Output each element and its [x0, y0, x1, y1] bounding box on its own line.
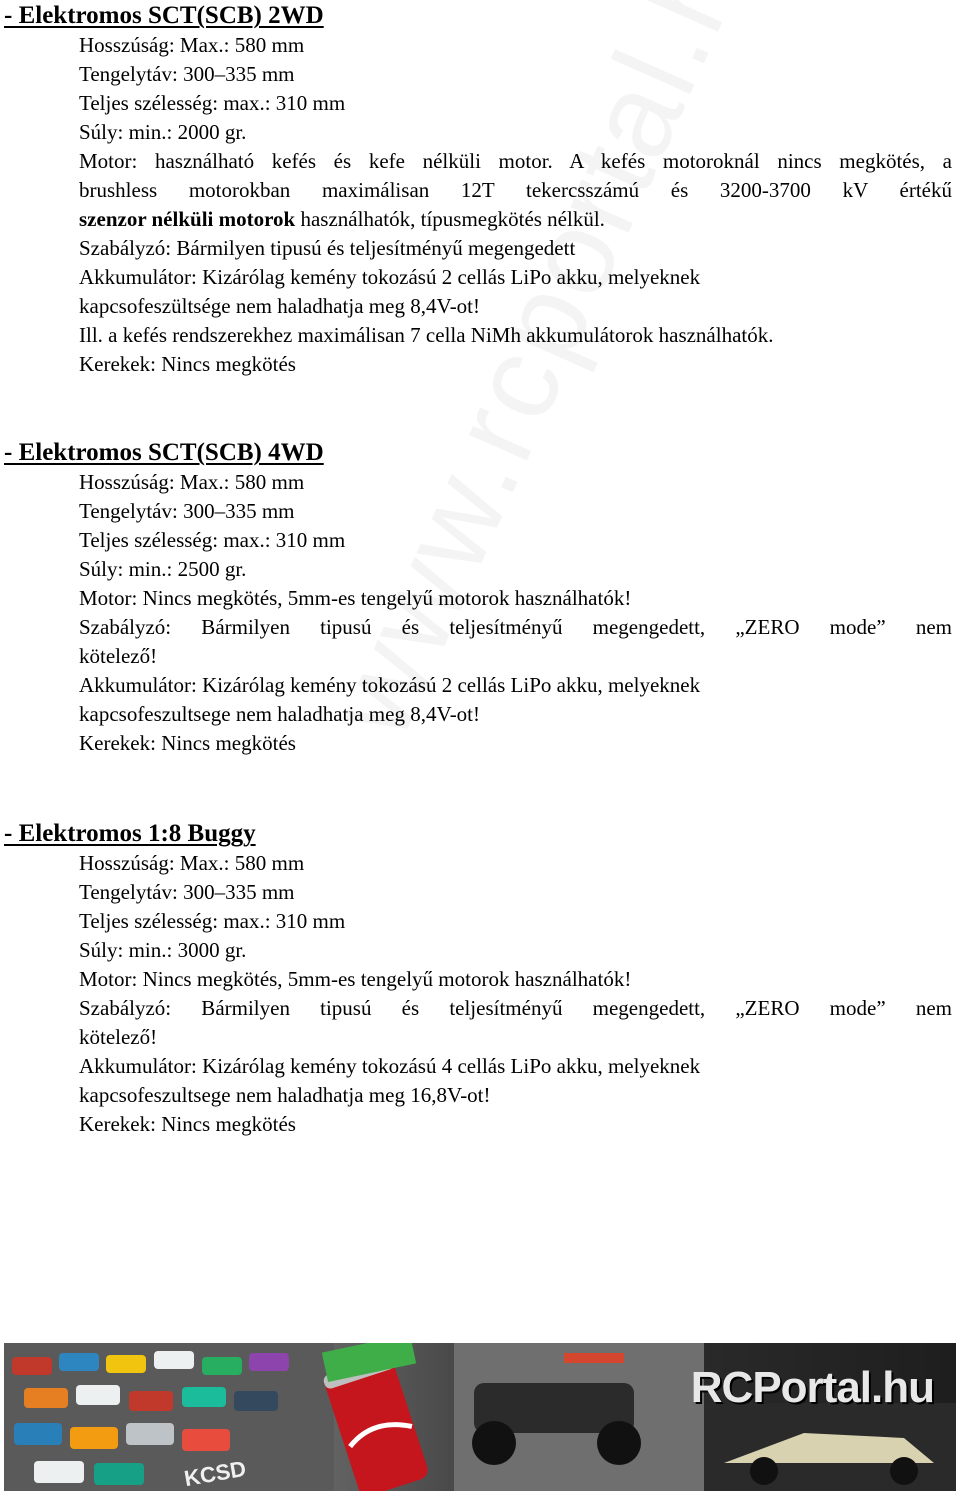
buggy-center — [454, 1343, 704, 1491]
section-buggy-1-8 — [0, 818, 960, 1139]
section-title: - Elektromos SCT(SCB) 4WD — [4, 439, 324, 466]
section-sct-4wd — [0, 437, 960, 758]
spec-wheelbase: Tengelytáv: 300–335 mm — [79, 880, 295, 904]
spec-motor-cont: brushless motorokban maximálisan 12T tekercsszámú és 3200-3700 kV értékű — [79, 178, 952, 202]
rcportal-banner-image — [4, 1343, 956, 1491]
spec-list — [0, 31, 960, 379]
spec-width: Teljes szélesség: max.: 310 mm — [79, 909, 346, 933]
kcsd-sticker: KCSD — [182, 1455, 248, 1491]
spec-length: Hosszúság: Max.: 580 mm — [79, 470, 305, 494]
spec-motor: Motor: használható kefés és kefe nélküli motor. A kefés motoroknál nincs megkötés, a — [79, 149, 952, 173]
section-title: - Elektromos SCT(SCB) 2WD — [4, 2, 324, 29]
spec-battery: Akkumulátor: Kizárólag kemény tokozású 2 cellás LiPo akku, melyeknek — [79, 673, 701, 697]
spec-motor-tail: használhatók, típusmegkötés nélkül. — [300, 207, 605, 231]
bold-phrase: szenzor nélküli motorok — [79, 207, 296, 231]
spec-motor: Motor: Nincs megkötés, 5mm-es tengelyű motorok használhatók! — [79, 967, 632, 991]
spec-battery-cont: kapcsofeszultsege nem haladhatja meg 8,4V-ot! — [79, 702, 481, 726]
spec-battery-cont: kapcsofeszültsége nem haladhatja meg 8,4V-ot! — [79, 294, 481, 318]
spec-length: Hosszúság: Max.: 580 mm — [79, 851, 305, 875]
spec-width: Teljes szélesség: max.: 310 mm — [79, 528, 346, 552]
spec-esc-cont: kötelező! — [79, 1025, 158, 1049]
spec-esc-cont: kötelező! — [79, 644, 158, 668]
spec-wheels: Kerekek: Nincs megkötés — [79, 1112, 296, 1136]
spec-width: Teljes szélesség: max.: 310 mm — [79, 91, 346, 115]
section-title: - Elektromos 1:8 Buggy — [4, 820, 256, 847]
spec-motor-cont2 — [79, 205, 952, 234]
spec-list — [0, 849, 960, 1139]
spec-motor: Motor: Nincs megkötés, 5mm-es tengelyű motorok használhatók! — [79, 586, 632, 610]
spec-battery-cont: kapcsofeszultsege nem haladhatja meg 16,8V-ot! — [79, 1083, 491, 1107]
spec-wheelbase: Tengelytáv: 300–335 mm — [79, 62, 295, 86]
spec-weight: Súly: min.: 3000 gr. — [79, 938, 247, 962]
buggy-right — [704, 1403, 956, 1491]
spec-weight: Súly: min.: 2500 gr. — [79, 557, 247, 581]
spec-battery: Akkumulátor: Kizárólag kemény tokozású 4 cellás LiPo akku, melyeknek — [79, 1054, 701, 1078]
spec-length: Hosszúság: Max.: 580 mm — [79, 33, 305, 57]
spec-battery-nimh: Ill. a kefés rendszerekhez maximálisan 7 cella NiMh akkumulátorok használhatók. — [79, 323, 774, 347]
spec-wheelbase: Tengelytáv: 300–335 mm — [79, 499, 295, 523]
spec-list — [0, 468, 960, 758]
spec-wheels: Kerekek: Nincs megkötés — [79, 731, 296, 755]
spec-battery: Akkumulátor: Kizárólag kemény tokozású 2 cellás LiPo akku, melyeknek — [79, 265, 701, 289]
spec-esc: Szabályzó: Bármilyen tipusú és teljesítményű megengedett — [79, 236, 576, 260]
section-sct-2wd — [0, 0, 960, 379]
spec-esc: Szabályzó: Bármilyen tipusú és teljesítményű megengedett, „ZERO mode” nem — [79, 615, 952, 639]
spec-wheels: Kerekek: Nincs megkötés — [79, 352, 296, 376]
parked-cars — [4, 1343, 334, 1491]
spec-weight: Súly: min.: 2000 gr. — [79, 120, 247, 144]
rcportal-logo: RCPortal.hu — [690, 1363, 934, 1412]
spec-esc: Szabályzó: Bármilyen tipusú és teljesítményű megengedett, „ZERO mode” nem — [79, 996, 952, 1020]
